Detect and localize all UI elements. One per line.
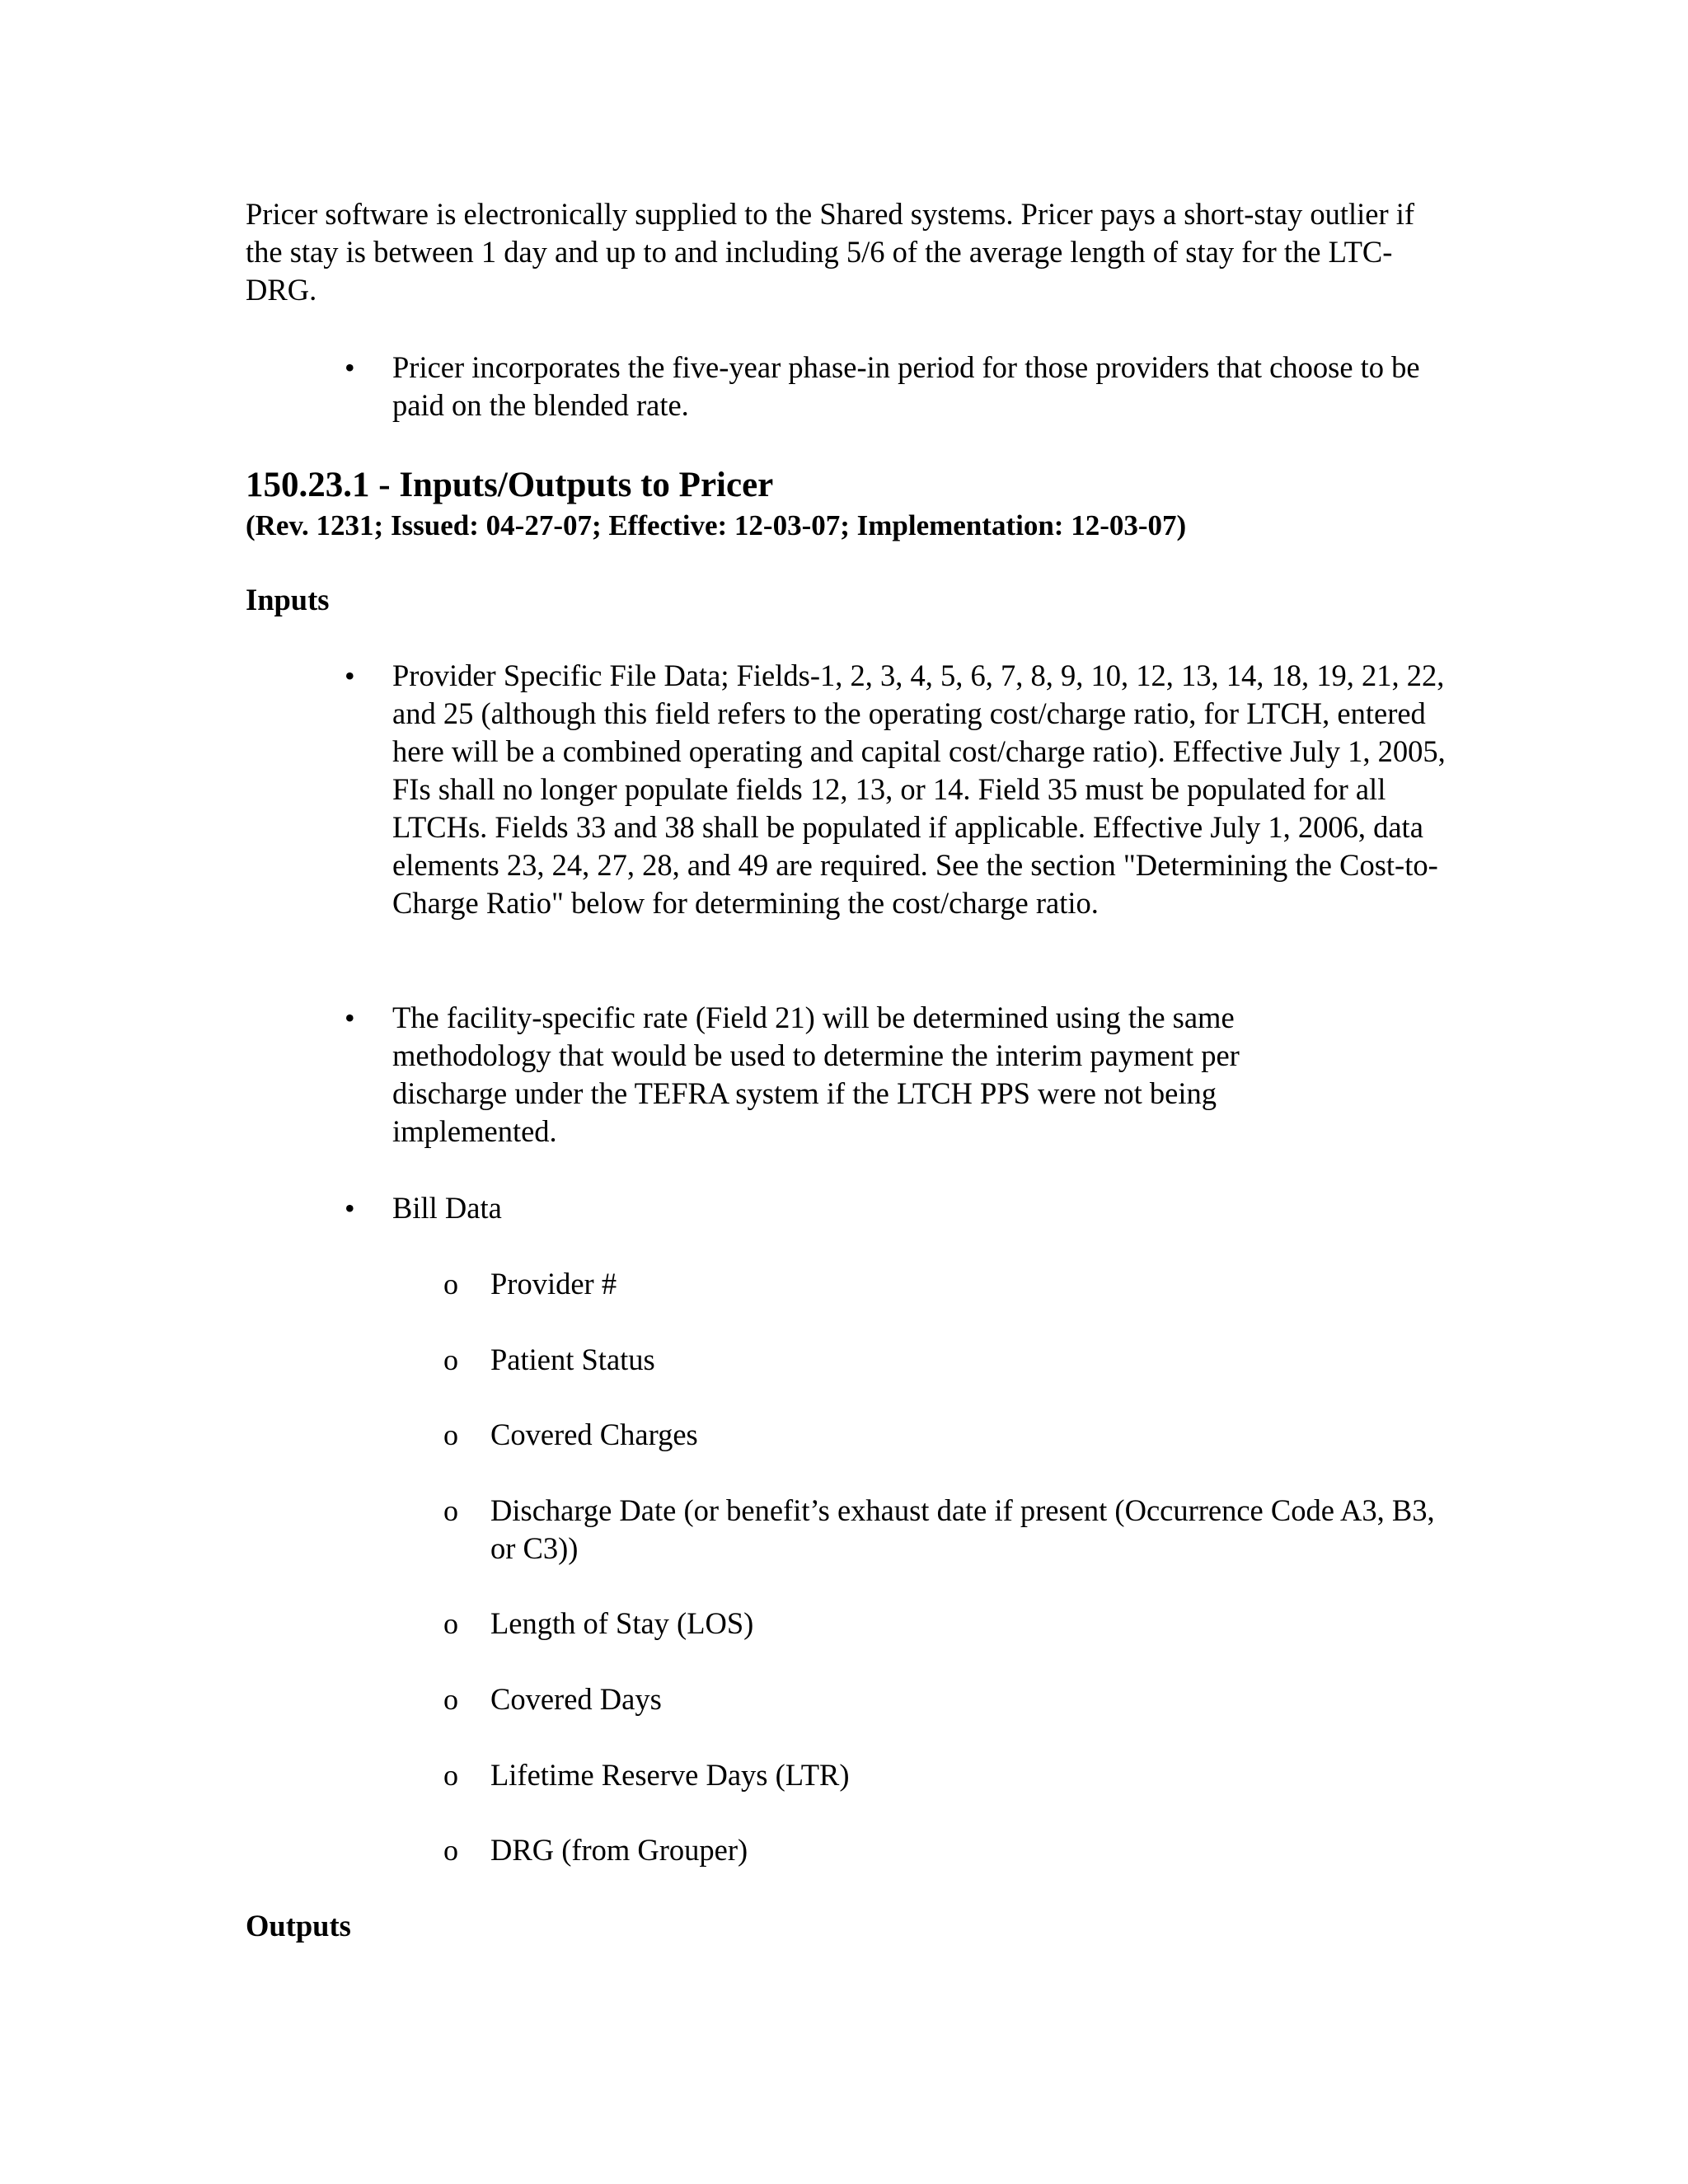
bill-data-item: Length of Stay (LOS): [490, 1606, 754, 1640]
bullet-marker: •: [345, 1192, 355, 1225]
intro-paragraph: Pricer software is electronically supplied to the Shared systems. Pricer pays a short-stay outlier if the stay is between 1 day and up to and including 5/6 of the average length of stay for the LTC-DRG.: [246, 197, 1415, 307]
bill-data-item: Covered Charges: [490, 1418, 698, 1451]
bill-data-item: Discharge Date (or benefit’s exhaust date if present (Occurrence Code A3, B3, or C3)): [490, 1493, 1435, 1565]
bill-data-item: Covered Days: [490, 1682, 662, 1716]
bill-data-item: DRG (from Grouper): [490, 1833, 748, 1867]
sub-bullet-marker: o: [443, 1268, 458, 1301]
sub-bullet-marker: o: [443, 1494, 458, 1527]
bullet-marker: •: [345, 659, 355, 692]
outputs-heading: Outputs: [246, 1909, 351, 1943]
section-revision: (Rev. 1231; Issued: 04-27-07; Effective: 12-03-07; Implementation: 12-03-07): [246, 509, 1187, 541]
section-title: 150.23.1 - Inputs/Outputs to Pricer: [246, 466, 774, 504]
bill-data-item: Provider #: [490, 1267, 617, 1301]
sub-bullet-marker: o: [443, 1607, 458, 1640]
inputs-bullet-provider-specific: Provider Specific File Data; Fields-1, 2, 3, 4, 5, 6, 7, 8, 9, 10, 12, 13, 14, 18, 19, 21, 22, and 25 (although this field refers to the operating cost/charge ratio, for LTCH, entered here will be a combined operating and capital cost/charge ratio). Effective July 1, 2005, FIs shall no longer populate fields 12, 13, or 14. Field 35 must be populated for all LTCHs. Fields 33 and 38 shall be populated if applicable. Effective July 1, 2006, data elements 23, 24, 27, 28, and 49 are required. See the section "Determining the Cost-to-Charge Ratio" below for determining the cost/charge ratio.: [392, 658, 1446, 920]
inputs-bullet-facility-rate: The facility-specific rate (Field 21) will be determined using the same methodology that would be used to determine the interim payment per discharge under the TEFRA system if the LTCH PPS were not being implemented.: [392, 1001, 1240, 1148]
sub-bullet-marker: o: [443, 1759, 458, 1792]
intro-bullet-text: Pricer incorporates the five-year phase-in period for those providers that choose to be paid on the blended rate.: [392, 350, 1420, 422]
sub-bullet-marker: o: [443, 1418, 458, 1451]
bill-data-item: Lifetime Reserve Days (LTR): [490, 1758, 850, 1792]
sub-bullet-marker: o: [443, 1683, 458, 1716]
sub-bullet-marker: o: [443, 1834, 458, 1867]
inputs-bullet-bill-data: Bill Data: [392, 1191, 502, 1225]
bill-data-item: Patient Status: [490, 1343, 655, 1376]
bullet-marker: •: [345, 351, 355, 384]
inputs-heading: Inputs: [246, 583, 330, 616]
bullet-marker: •: [345, 1001, 355, 1034]
sub-bullet-marker: o: [443, 1343, 458, 1376]
